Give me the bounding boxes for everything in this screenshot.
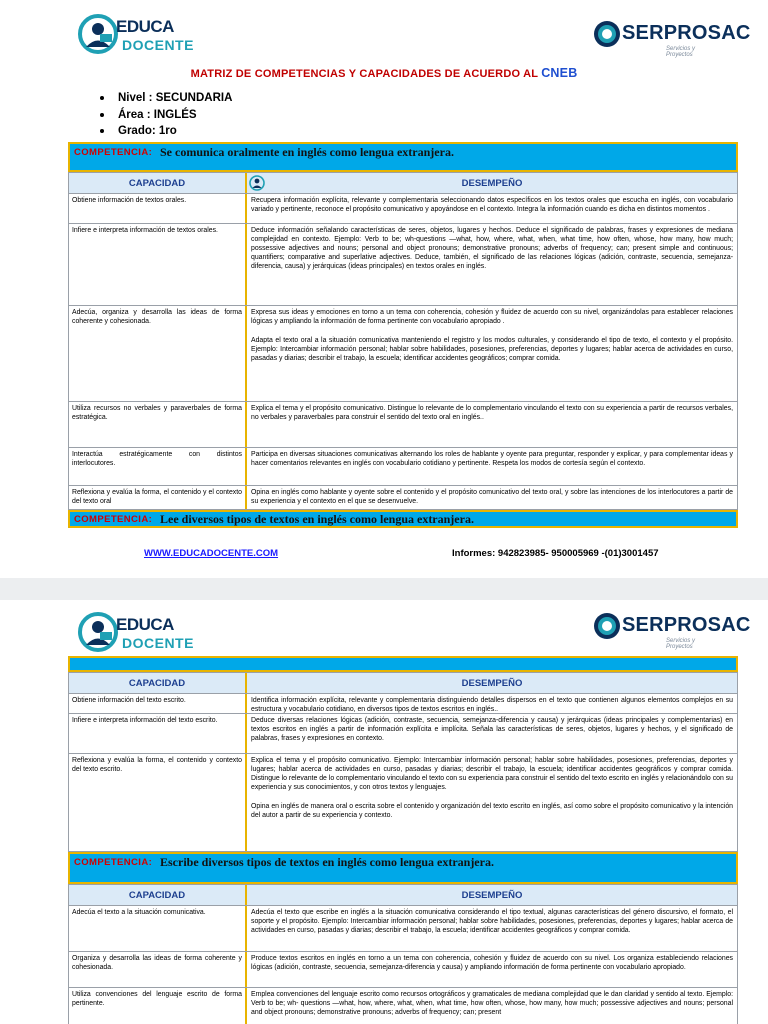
desempeno-cell <box>251 308 733 363</box>
grade-text: Grado: 1ro <box>118 125 177 138</box>
docente-logo-text: DOCENTE <box>122 37 194 53</box>
desempeno-paragraph: Recupera información explícita, relevante y complementaria seleccionando datos específicos en los textos orales que escucha en inglés, con vocabulario variado y pertinente, reconoce el propósito comunicativo y apoyándose en el contexto. Integra la información cuando es dicha en distintos momentos . <box>251 197 733 214</box>
desempeno-cell <box>251 488 733 506</box>
desempeno-cell <box>251 908 733 935</box>
desempeno-cell <box>251 196 733 214</box>
capacidad-cell: Utiliza convenciones del lenguaje escrito de forma pertinente. <box>72 991 242 1008</box>
capacidad-cell: Infiere e interpreta información del texto escrito. <box>72 717 218 724</box>
bullet-icon <box>100 96 104 100</box>
table-header-row <box>68 672 738 694</box>
table-row <box>68 448 738 486</box>
serprosac-logo-text: SERPROSAC <box>622 22 751 44</box>
table-row <box>68 306 738 402</box>
competencia-oral-heading <box>68 142 738 172</box>
table-row <box>68 224 738 306</box>
capacidad-header: CAPACIDAD <box>128 678 186 689</box>
table-row <box>68 714 738 754</box>
course-info-item <box>100 107 232 124</box>
educa-logo-icon <box>78 14 118 54</box>
educa-docente-logo <box>78 610 218 656</box>
desempeno-cell <box>251 696 733 714</box>
page-gap <box>0 578 768 600</box>
table-row <box>68 906 738 952</box>
column-divider <box>245 952 247 987</box>
capacidad-cell: Infiere e interpreta información de textos orales. <box>72 227 218 234</box>
desempeno-paragraph: Identifica información explícita, relevante y complementaria distinguiendo detalles dispersos en el texto que contienen algunos elementos complejos en su estructura y vocabulario cotidiano, en diversos tipos de textos escritos en inglés.. <box>251 697 733 714</box>
educa-logo-text: EDUCA <box>116 17 174 36</box>
course-info-list <box>100 90 232 140</box>
competencia-title: Se comunica oralmente en inglés como lengua extranjera. <box>160 145 454 159</box>
serprosac-tagline: Servicios y Proyectos <box>666 638 696 650</box>
competencia-label: COMPETENCIA: <box>74 857 153 868</box>
column-divider <box>245 224 247 305</box>
document-page-2 <box>0 600 768 1024</box>
column-divider <box>245 306 247 401</box>
desempeno-paragraph: Explica el tema y el propósito comunicativo. Distingue lo relevante de lo complementario vinculando el texto con su experiencia a partir de recursos verbales, no verbales y paraverbales para construir el sentido del texto oral en inglés.. <box>251 405 733 422</box>
bullet-icon <box>100 129 104 133</box>
desempeno-cell <box>251 450 733 468</box>
serprosac-logo-text: SERPROSAC <box>622 614 751 636</box>
capacidad-header: CAPACIDAD <box>128 178 186 189</box>
competencia-lee-heading <box>68 510 738 528</box>
course-info-item <box>100 123 232 140</box>
docente-logo-text: DOCENTE <box>122 635 194 651</box>
desempeno-paragraph: Produce textos escritos en inglés en torno a un tema con coherencia, cohesión y fluidez de acuerdo con su nivel. Los organiza estableciendo relaciones lógicas (adición, contraste, secuencia, semejanza-diferencia y causa) y ampliando información de forma pertinente con vocabulario apropiado. <box>251 955 733 972</box>
serprosac-tagline: Servicios y Proyectos <box>666 46 696 58</box>
table-row <box>68 754 738 852</box>
desempeno-cell <box>251 404 733 422</box>
competencia-title: Escribe diversos tipos de textos en inglés como lengua extranjera. <box>160 855 494 869</box>
document-title <box>0 66 768 80</box>
desempeno-paragraph: Opina en inglés de manera oral o escrita sobre el contenido y organización del texto escrito en inglés, así como sobre el propósito comunicativo y la intención del autor a partir de su experiencia y contexto. <box>251 803 733 820</box>
capacidad-cell: Interactúa estratégicamente con distintos interlocutores. <box>72 451 242 468</box>
desempeno-cell <box>251 716 733 743</box>
capacidad-cell: Obtiene información de textos orales. <box>72 197 187 204</box>
capacidad-header: CAPACIDAD <box>128 890 186 901</box>
column-divider <box>245 194 247 223</box>
desempeno-cell <box>251 226 733 271</box>
serprosac-logo-icon <box>592 611 622 641</box>
competencia-title: Lee diversos tipos de textos en inglés como lengua extranjera. <box>160 512 474 526</box>
serprosac-logo <box>592 608 751 650</box>
desempeno-paragraph: Deduce diversas relaciones lógicas (adición, contraste, secuencia, semejanza-diferencia y causa) y jerárquicas (ideas principales y complementarias) en textos escritos en inglés a partir de información explícita e implícita. Señala las características de seres, objetos, lugares y hechos, y el significado de palabras, frases y expresiones en contexto. <box>251 717 733 743</box>
desempeno-header: DESEMPEÑO <box>461 890 523 901</box>
column-divider <box>245 988 247 1024</box>
column-divider <box>245 754 247 851</box>
column-divider <box>245 486 247 509</box>
desempeno-paragraph: Deduce información señalando características de seres, objetos, lugares y hechos. Deduce el significado de palabras, frases y expresiones de mediana complejidad en contexto. Ejemplo: Verb to be; wh-questions —what, how, where, what, when, what time, how often, whose, how many, how much; possessive adjectives and nouns; personal and object pronouns; demonstrative pronouns; adverbs of frequency; can; present simple and continuous; quantifiers; comparative and superlative adjectives. Deduce, también, el significado de las relaciones lógicas (adición, contraste, secuencia, semejanza-diferencia, causa) y jerárquicas (ideas principales) en textos orales en inglés. <box>251 227 733 271</box>
column-divider <box>245 906 247 951</box>
capacidad-cell: Organiza y desarrolla las ideas de forma coherente y cohesionada. <box>72 955 242 972</box>
column-divider <box>245 448 247 485</box>
educadocente-website-link[interactable]: WWW.EDUCADOCENTE.COM <box>144 548 279 559</box>
document-title-accent: CNEB <box>541 66 578 80</box>
capacidad-cell: Adecúa el texto a la situación comunicativa. <box>72 909 206 916</box>
table-row <box>68 486 738 510</box>
capacidad-cell: Utiliza recursos no verbales y paraverbales de forma estratégica. <box>72 405 242 422</box>
desempeno-cell <box>251 954 733 972</box>
document-title-main: MATRIZ DE COMPETENCIAS Y CAPACIDADES DE ACUERDO AL <box>190 68 538 80</box>
level-text: Nivel : SECUNDARIA <box>118 92 233 105</box>
competencia-label: COMPETENCIA: <box>74 147 153 158</box>
desempeno-paragraph: Opina en inglés como hablante y oyente sobre el contenido y el propósito comunicativo del texto oral, y sobre las intenciones de los interlocutores a partir de su experiencia y el contexto en el que se desenvuelve. <box>251 489 733 506</box>
table-header-row <box>68 172 738 194</box>
serprosac-logo <box>592 16 751 58</box>
desempeno-paragraph: Explica el tema y el propósito comunicativo. Ejemplo: Intercambiar información personal; hablar sobre habilidades, posesiones, preferencias, deportes y lugares; hablar acerca de actividades en curso, pasadas y diarias; describir el trabajo, la escuela; identificar accidentes geográficos y comprar comida. Distingue lo relevante de lo complementario vinculando el texto con su experiencia para construir el sentido del texto escrito en inglés y relacionándolo con su experiencia y sus conocimientos, y con otros textos y lenguajes. <box>251 757 733 792</box>
column-divider <box>245 714 247 753</box>
competencia-label: COMPETENCIA: <box>74 514 153 525</box>
capacidad-cell: Reflexiona y evalúa la forma, el contenido y el contexto del texto oral <box>72 489 242 506</box>
capacidad-cell: Adecúa, organiza y desarrolla las ideas de forma coherente y cohesionada. <box>72 309 242 326</box>
capacidad-cell: Reflexiona y evalúa la forma, el contenido y contexto del texto escrito. <box>72 757 242 774</box>
desempeno-cell <box>251 756 733 821</box>
educa-logo-icon <box>78 612 118 652</box>
area-text: Área : INGLÉS <box>118 108 197 121</box>
desempeno-paragraph: Emplea convenciones del lenguaje escrito como recursos ortográficos y gramaticales de mediana complejidad que le dan claridad y sentido al texto. Ejemplo: Verb to be; wh- questions —what, how, where, what, when, what time, how often, whose, how many, how much; possessive adjectives and nouns; personal and object pronouns; demonstrative pronouns; adverbs of frequency; can; present <box>251 991 733 1017</box>
desempeno-paragraph: Participa en diversas situaciones comunicativas alternando los roles de hablante y oyente para preguntar, responder y explicar, y para complementar ideas y hacer comentarios relevantes en inglés con vocabulario cotidiano y pertinente. Respeta los modos de cortesía según el contexto. <box>251 451 733 468</box>
table-row <box>68 952 738 988</box>
desempeno-paragraph: Expresa sus ideas y emociones en torno a un tema con coherencia, cohesión y fluidez de acuerdo con su nivel, organizándolas para establecer relaciones lógicas y ampliando la información de forma pertinente con vocabulario apropiado . <box>251 309 733 326</box>
column-divider <box>245 402 247 447</box>
contact-info: Informes: 942823985- 950005969 -(01)3001457 <box>452 548 659 559</box>
table-row <box>68 988 738 1024</box>
desempeno-paragraph: Adecúa el texto que escribe en inglés a la situación comunicativa considerando el tipo textual, algunas características del género discursivo, el formato, el soporte y el propósito. Ejemplo: Intercambiar información personal; hablar sobre habilidades, posesiones, preferencias, deportes y lugares; hablar acerca de actividades en curso, pasadas y diarias; describir el trabajo, la escuela; identificar accidentes geográficos y comprar comida. <box>251 909 733 935</box>
desempeno-header: DESEMPEÑO <box>461 678 523 689</box>
educa-docente-logo <box>78 12 218 58</box>
educa-logo-text: EDUCA <box>116 615 174 634</box>
serprosac-logo-icon <box>592 19 622 49</box>
competencia-lee-heading-continued <box>68 656 738 672</box>
capacidad-cell: Obtiene información del texto escrito. <box>72 697 186 704</box>
column-divider <box>245 694 247 713</box>
desempeno-cell <box>251 990 733 1017</box>
desempeno-paragraph: Adapta el texto oral a la situación comunicativa manteniendo el registro y los modos culturales, y considerando el tipo de texto, el contexto y el propósito. Ejemplo: Intercambiar información personal; hablar sobre habilidades, posesiones, preferencias, deportes y lugares; hablar acerca de actividades en curso, pasadas y diarias; describir el trabajo, la escuela; identificar accidentes geográficos; comprar comida. <box>251 337 733 363</box>
table-row <box>68 402 738 448</box>
bullet-icon <box>100 113 104 117</box>
table-header-row <box>68 884 738 906</box>
table-row <box>68 194 738 224</box>
course-info-item <box>100 90 232 107</box>
table-row <box>68 694 738 714</box>
desempeno-header: DESEMPEÑO <box>461 178 523 189</box>
competencia-escribe-heading <box>68 852 738 884</box>
